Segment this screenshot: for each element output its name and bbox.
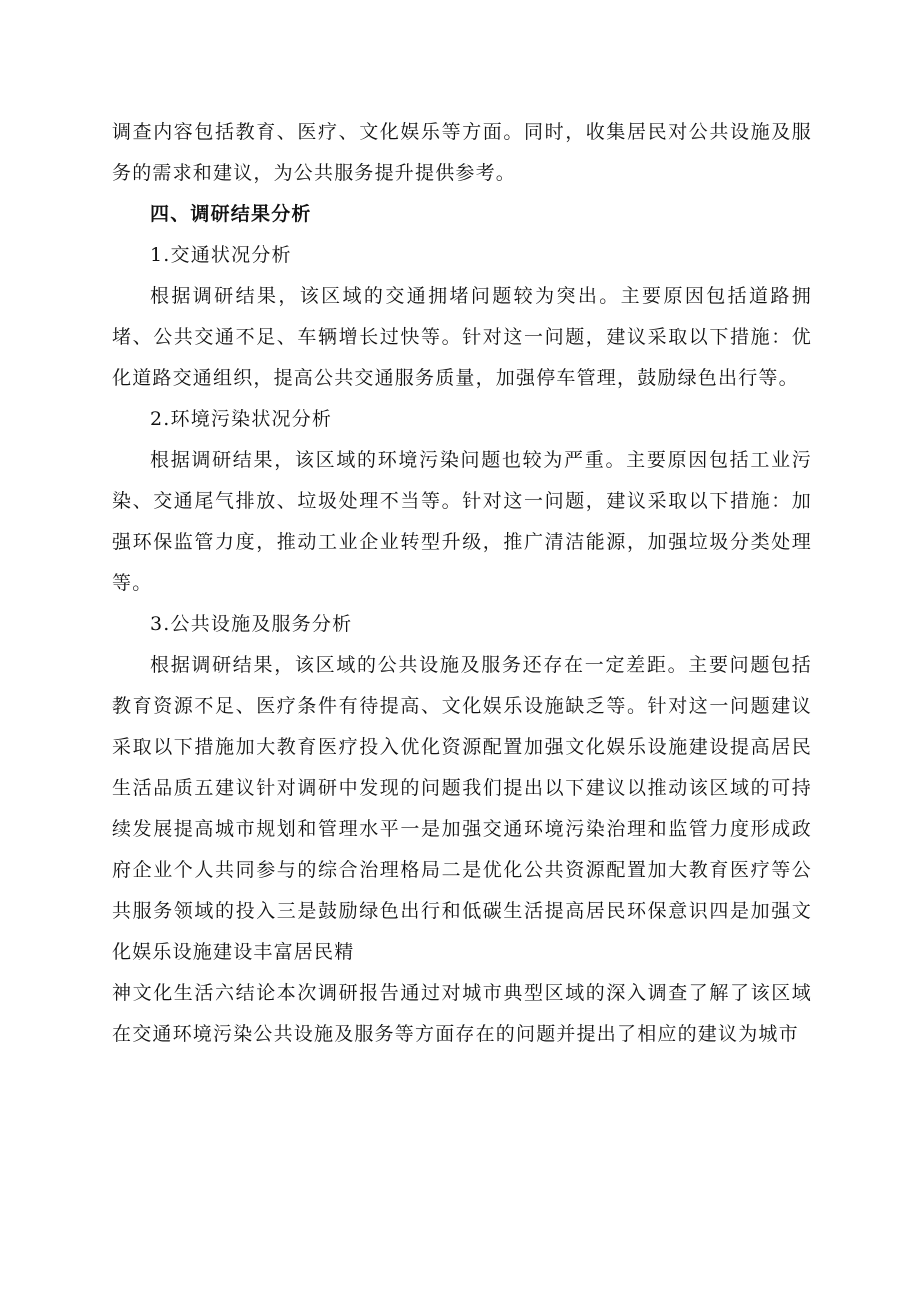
paragraph-pollution-analysis: 根据调研结果，该区域的环境污染问题也较为严重。主要原因包括工业污染、交通尾气排放、垃圾处理不当等。针对这一问题，建议采取以下措施：加强环保监管力度，推动工业企业转型升级，推广清洁能源，加强垃圾分类处理等。 [112,449,812,594]
paragraph-survey-content: 调查内容包括教育、医疗、文化娱乐等方面。同时，收集居民对公共设施及服务的需求和建议，为公共服务提升提供参考。 [112,121,812,184]
subheading-public-facilities-analysis: 3.公共设施及服务分析 [150,613,353,635]
section-heading-results-analysis: 四、调研结果分析 [150,203,312,225]
subheading-traffic-analysis: 1.交通状况分析 [150,244,292,266]
paragraph-traffic-analysis: 根据调研结果，该区域的交通拥堵问题较为突出。主要原因包括道路拥堵、公共交通不足、车辆增长过快等。针对这一问题，建议采取以下措施：优化道路交通组织，提高公共交通服务质量，加强停车管理，鼓励绿色出行等。 [112,285,812,389]
subheading-pollution-analysis: 2.环境污染状况分析 [150,408,333,430]
document-body [112,112,812,1055]
paragraph-public-facilities-analysis: 根据调研结果，该区域的公共设施及服务还存在一定差距。主要问题包括教育资源不足、医疗条件有待提高、文化娱乐设施缺乏等。针对这一问题建议采取以下措施加大教育医疗投入优化资源配置加强文化娱乐设施建设提高居民生活品质五建议针对调研中发现的问题我们提出以下建议以推动该区域的可持续发展提高城市规划和管理水平一是加强交通环境污染治理和监管力度形成政府企业个人共同参与的综合治理格局二是优化公共资源配置加大教育医疗等公共服务领域的投入三是鼓励绿色出行和低碳生活提高居民环保意识四是加强文化娱乐设施建设丰富居民精 [112,654,812,963]
paragraph-conclusion: 神文化生活六结论本次调研报告通过对城市典型区域的深入调查了解了该区域在交通环境污染公共设施及服务等方面存在的问题并提出了相应的建议为城市 [112,982,812,1045]
